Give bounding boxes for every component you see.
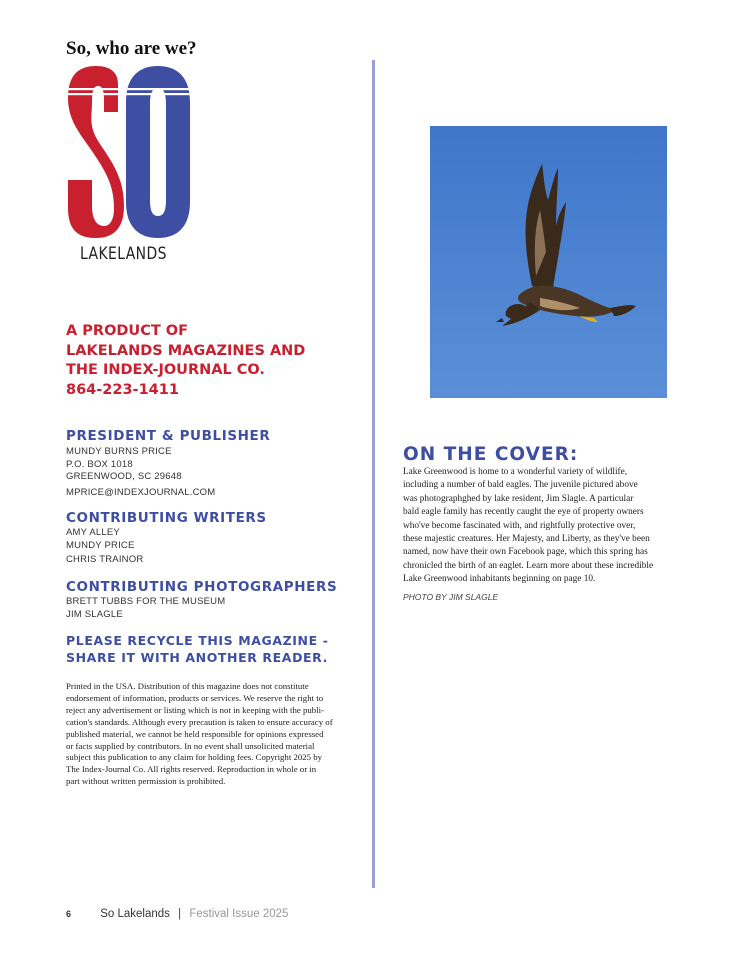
section-writers (66, 510, 267, 567)
legal-line: reject any advertisement or listing which is not in keeping with the publi- (66, 704, 324, 715)
page-number: 6 (66, 909, 72, 919)
magazine-name: So Lakelands (100, 908, 170, 920)
legal-text (66, 681, 362, 788)
cover-photo (430, 126, 667, 398)
product-line: THE INDEX-JOURNAL CO. (66, 362, 265, 378)
eagle-photo-graphic (430, 126, 667, 398)
legal-line: published material, we cannot be held responsible for opinions expressed (66, 728, 324, 739)
issue-name: Festival Issue 2025 (189, 908, 289, 920)
legal-line: subject this publication to any claim for holding fees. Copyright 2025 by (66, 752, 323, 763)
product-block (66, 322, 305, 400)
section-title: CONTRIBUTING WRITERS (66, 510, 267, 526)
column-divider (372, 60, 375, 888)
section-line: BRETT TUBBS FOR THE MUSEUM (66, 596, 226, 607)
section-photographers (66, 579, 337, 621)
page-footer (66, 908, 288, 920)
logo-subtext: LAKELANDS (80, 244, 167, 264)
legal-line: cation's standards. Although every precaution is taken to ensure accuracy of (66, 716, 333, 727)
recycle-line-1: PLEASE RECYCLE THIS MAGAZINE - (66, 633, 329, 648)
so-logo-graphic (64, 62, 194, 272)
legal-line: The Index-Journal Co. All rights reserved. Reproduction in whole or in (66, 764, 317, 775)
section-line: MUNDY PRICE (66, 539, 135, 551)
section-title: CONTRIBUTING PHOTOGRAPHERS (66, 579, 338, 595)
legal-line: endorsement of information, products or services. We reserve the right to (66, 692, 324, 703)
publisher-email: MPRICE@INDEXJOURNAL.COM (66, 486, 216, 498)
cover-line: who've become fascinated with, and rightfully protective over, (403, 520, 636, 531)
cover-line: named, now have their own Facebook page, which this spring has (403, 547, 648, 558)
recycle-line-2: SHARE IT WITH ANOTHER READER. (66, 650, 328, 665)
page-heading: So, who are we? (66, 38, 197, 59)
recycle-notice (66, 632, 329, 666)
so-lakelands-logo (64, 62, 194, 272)
cover-text (403, 466, 673, 587)
legal-line: part without written permission is prohibited. (66, 776, 226, 787)
legal-line: Printed in the USA. Distribution of this magazine does not constitute (66, 681, 309, 691)
cover-line: was photographghed by lake resident, Jim Slagle. A particular (403, 493, 634, 504)
product-phone: 864-223-1411 (66, 381, 179, 398)
cover-heading: ON THE COVER: (403, 444, 579, 465)
cover-line: including a number of bald eagles. The juvenile pictured above (403, 480, 638, 491)
product-line: LAKELANDS MAGAZINES AND (66, 342, 306, 359)
cover-line: Lake Greenwood is home to a wonderful variety of wildlife, (403, 467, 628, 477)
section-line: CHRIS TRAINOR (66, 554, 144, 565)
cover-line: bald eagle family has recently caught the eye of property owners (403, 507, 644, 518)
section-line: P.O. BOX 1018 (66, 458, 133, 470)
cover-line: Lake Greenwood inhabitants beginning on page 10. (403, 574, 596, 585)
section-line: MUNDY BURNS PRICE (66, 446, 172, 457)
photo-credit: PHOTO BY JIM SLAGLE (403, 592, 499, 602)
cover-line: chronicled the birth of an eaglet. Learn more about these incredible (403, 560, 654, 571)
section-line: GREENWOOD, SC 29648 (66, 471, 182, 482)
section-publisher (66, 428, 270, 499)
cover-line: these majestic creatures. Her Majesty, and Liberty, as they've been (403, 534, 650, 545)
section-line: AMY ALLEY (66, 527, 120, 538)
legal-line: or facts supplied by contributors. In no event shall unsolicited material (66, 740, 315, 751)
section-title: PRESIDENT & PUBLISHER (66, 428, 271, 444)
product-line: A PRODUCT OF (66, 323, 189, 339)
section-line: JIM SLAGLE (66, 608, 123, 620)
footer-separator: | (178, 908, 182, 920)
